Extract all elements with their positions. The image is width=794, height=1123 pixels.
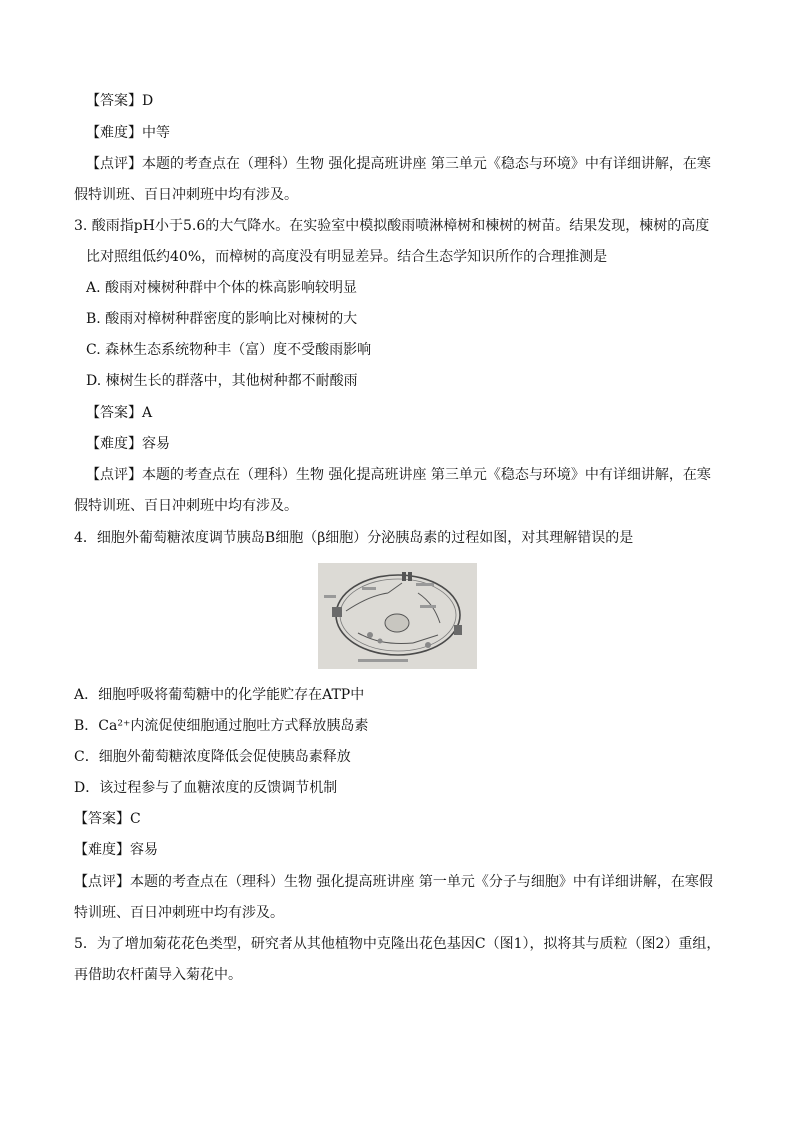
q4-option-d: D．该过程参与了血糖浓度的反馈调节机制 [74,780,338,796]
q4-answer: 【答案】C [74,811,141,827]
beta-cell-diagram-image [318,563,477,669]
q2-answer: 【答案】D [86,93,154,109]
q3-comment-line1: 【点评】本题的考查点在（理科）生物 强化提高班讲座 第三单元《稳态与环境》中有详细讲解，在寒 [86,467,711,483]
q3-option-a: A. 酸雨对楝树种群中个体的株高影响较明显 [86,280,358,296]
q2-comment-line2: 假特训班、百日冲刺班中均有涉及。 [74,187,298,203]
beta-cell-insulin-secretion-diagram-icon [318,563,477,669]
q3-answer: 【答案】A [86,405,153,421]
q5-stem-line1: 5．为了增加菊花花色类型，研究者从其他植物中克隆出花色基因C（图1），拟将其与质粒（图2）重组， [74,936,721,952]
q2-comment-line1: 【点评】本题的考查点在（理科）生物 强化提高班讲座 第三单元《稳态与环境》中有详细讲解，在寒 [86,156,711,172]
q4-comment-line2: 特训班、百日冲刺班中均有涉及。 [74,905,284,921]
q3-option-d: D. 楝树生长的群落中，其他树种都不耐酸雨 [86,373,358,389]
q3-option-c: C. 森林生态系统物种丰（富）度不受酸雨影响 [86,342,372,358]
q3-stem-line1: 3. 酸雨指pH小于5.6的大气降水。在实验室中模拟酸雨喷淋樟树和楝树的树苗。结果发现，楝树的高度 [74,218,710,234]
q4-difficulty: 【难度】容易 [74,842,158,858]
q4-option-c: C．细胞外葡萄糖浓度降低会促使胰岛素释放 [74,749,351,765]
q3-difficulty: 【难度】容易 [86,436,170,452]
q4-comment-line1: 【点评】本题的考查点在（理科）生物 强化提高班讲座 第一单元《分子与细胞》中有详细讲解，在寒假 [74,874,713,890]
q3-comment-line2: 假特训班、百日冲刺班中均有涉及。 [74,498,298,514]
q4-option-a: A．细胞呼吸将葡萄糖中的化学能贮存在ATP中 [74,687,365,703]
q3-stem-line2: 比对照组低约40%，而樟树的高度没有明显差异。结合生态学知识所作的合理推测是 [86,249,608,265]
q4-stem: 4．细胞外葡萄糖浓度调节胰岛B细胞（β细胞）分泌胰岛素的过程如图，对其理解错误的是 [74,530,634,546]
q2-difficulty: 【难度】中等 [86,125,170,141]
q5-stem-line2: 再借助农杆菌导入菊花中。 [74,967,242,983]
q4-option-b: B．Ca²⁺内流促使细胞通过胞吐方式释放胰岛素 [74,718,369,734]
q3-option-b: B. 酸雨对樟树种群密度的影响比对楝树的大 [86,311,358,327]
